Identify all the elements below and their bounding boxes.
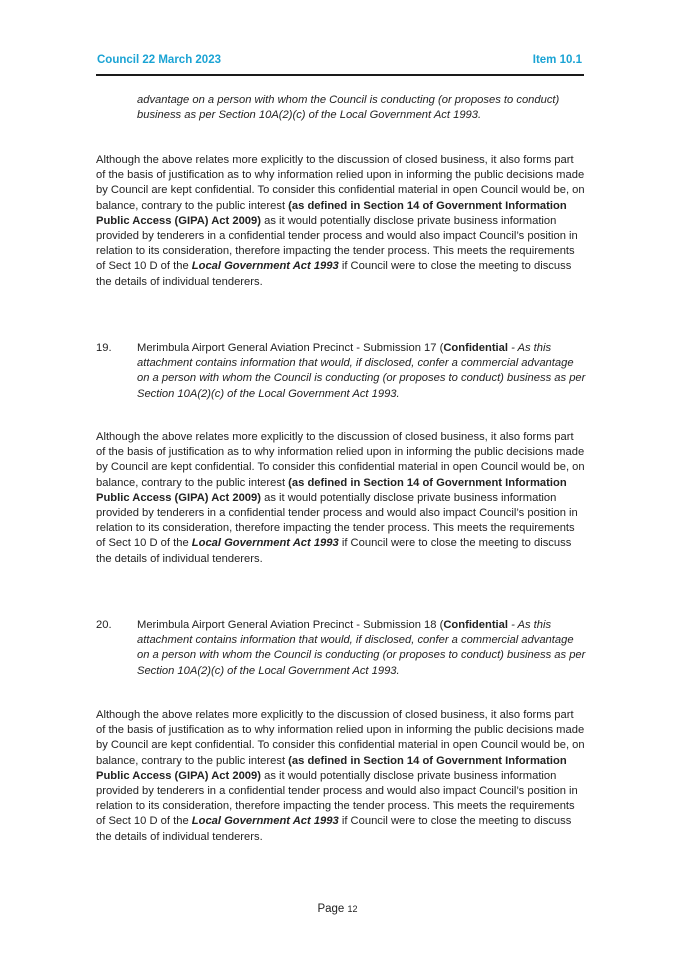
justification-paragraph	[96, 708, 586, 845]
justification-text-3: if Council were to close the meeting to discuss the details of individual tenderers.	[96, 537, 572, 565]
justification-paragraph	[96, 430, 586, 567]
item-body	[137, 618, 587, 679]
item-italic: - As this attachment contains information that would, if disclosed, confer a commercial advantage on a person with whom the Council is conducting (or proposes to conduct) business as per Section 10A(2)(c) of the Local Government Act 1993.	[137, 619, 586, 677]
item-num: 19.	[96, 342, 112, 354]
gipa-reference: (as defined in Section 14 of Government Information Public Access (GIPA) Act 2009)	[96, 754, 567, 782]
justification-text-3: if Council were to close the meeting to discuss the details of individual tenderers.	[96, 260, 572, 288]
item-title: Merimbula Airport General Aviation Precinct - Submission 18 (	[137, 619, 444, 631]
act-reference: Local Government Act 1993	[191, 537, 339, 550]
page-number: 12	[347, 904, 358, 914]
justification-text-3: if Council were to close the meeting to discuss the details of individual tenderers.	[96, 815, 572, 843]
item-title: Merimbula Airport General Aviation Precinct - Submission 17 (	[137, 342, 444, 354]
item-body	[137, 341, 587, 402]
page-footer	[0, 903, 675, 915]
item-num: 20.	[96, 619, 112, 631]
intro-italic-text: advantage on a person with whom the Council is conducting (or proposes to conduct) business as per Section 10A(2)(c) of the Local Government Act 1993.	[137, 94, 560, 122]
confidential-label: Confidential	[443, 619, 508, 631]
confidential-label: Confidential	[443, 342, 508, 354]
justification-text-2: as it would potentially disclose private business information provided by tenderers in a confidential tender process and would also impact Council’s position in relation to its consideration, therefore impacting the tender process. This meets the requirements of Sect 10 D of the	[96, 214, 578, 273]
justification-text-1: Although the above relates more explicitly to the discussion of closed business, it also forms part of the basis of justification as to why information relied upon in informing the public decisions made by Council are kept confidential. To consider this confidential material in open Council would be, on balance, contrary to the public interest	[96, 431, 585, 489]
justification-paragraph	[96, 153, 586, 290]
act-reference: Local Government Act 1993	[191, 260, 339, 273]
item-number: Item 10.1	[532, 54, 582, 66]
page-header	[96, 54, 584, 76]
meeting-date: Council 22 March 2023	[97, 54, 221, 66]
justification-text-2: as it would potentially disclose private business information provided by tenderers in a confidential tender process and would also impact Council’s position in relation to its consideration, therefore impacting the tender process. This meets the requirements of Sect 10 D of the	[96, 769, 578, 828]
justification-text-1: Although the above relates more explicitly to the discussion of closed business, it also forms part of the basis of justification as to why information relied upon in informing the public decisions made by Council are kept confidential. To consider this confidential material in open Council would be, on balance, contrary to the public interest	[96, 709, 585, 767]
act-reference: Local Government Act 1993	[191, 815, 339, 828]
justification-text-2: as it would potentially disclose private business information provided by tenderers in a confidential tender process and would also impact Council’s position in relation to its consideration, therefore impacting the tender process. This meets the requirements of Sect 10 D of the	[96, 491, 578, 550]
justification-text-1: Although the above relates more explicitly to the discussion of closed business, it also forms part of the basis of justification as to why information relied upon in informing the public decisions made by Council are kept confidential. To consider this confidential material in open Council would be, on balance, contrary to the public interest	[96, 154, 585, 212]
gipa-reference: (as defined in Section 14 of Government Information Public Access (GIPA) Act 2009)	[96, 199, 567, 227]
page-label: Page	[317, 903, 345, 915]
gipa-reference: (as defined in Section 14 of Government Information Public Access (GIPA) Act 2009)	[96, 476, 567, 504]
item-italic: - As this attachment contains information that would, if disclosed, confer a commercial advantage on a person with whom the Council is conducting (or proposes to conduct) business as per Section 10A(2)(c) of the Local Government Act 1993.	[137, 342, 586, 400]
